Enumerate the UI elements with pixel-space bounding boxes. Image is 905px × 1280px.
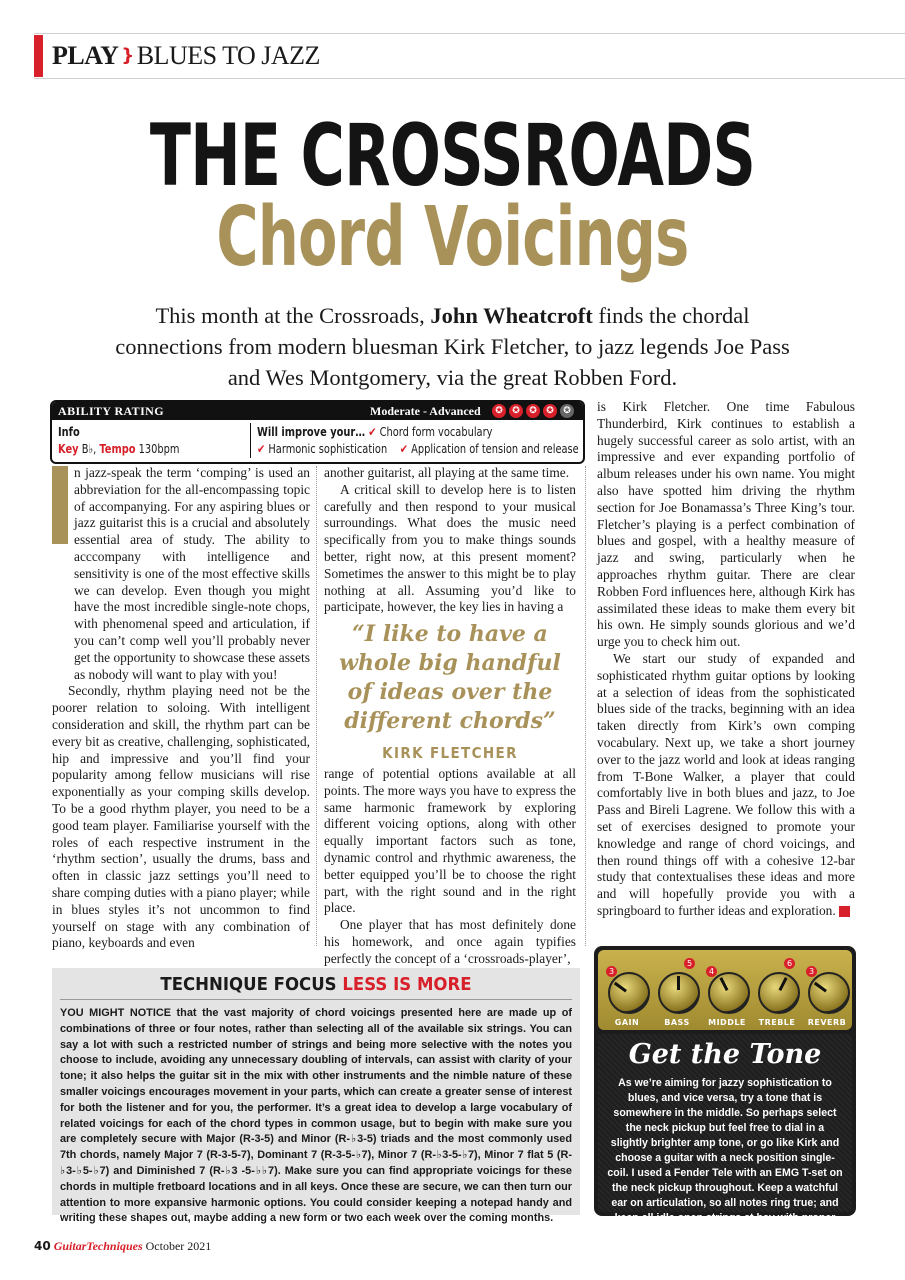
body-column-2 [324,465,576,616]
rating-star-icon: ✪ [492,404,506,418]
section-name: PLAY [52,41,119,70]
ability-level: Moderate - Advanced [370,404,481,418]
body-column-1 [52,465,310,952]
paragraph: is Kirk Fletcher. One time Fabulous Thunderbird, Kirk continues to establish a hugely successful career as solo artist, with an impressive and ever expanding portfolio of album releases under his own name. You might also have spotted him driving the rhythm section for Joe Bonamassa’s Three King’s tour. Fletcher’s playing is a perfect combination of blues and gospel, with a healthy measure of jazz and swing, particularly when he approaches rhythm guitar. There are clear Robben Ford influences here, although Kirk has assimilated these ideas to make them every bit his own. He simply sounds glorious and we’d urge you to check him out. [597,399,855,650]
technique-focus-highlight: LESS IS MORE [342,974,472,995]
knob-setting-badge: 6 [784,958,795,969]
tempo-label: Tempo [99,442,136,456]
section-header [52,40,320,75]
check-icon: ✔ [368,425,377,439]
paragraph: range of potential options available at all points. The more ways you have to express the same harmonic framework by exploring different voicing options, along with other equally important factors such as tone, dynamic control and rhythmic awareness, the better equipped you’ll be to choose the right part, with the right sound and in the right place. [324,766,576,916]
pull-quote-attribution: KIRK FLETCHER [382,744,518,762]
amp-knob-middle[interactable] [708,972,750,1014]
knob-indicator [719,977,728,991]
paragraph: We start our study of expanded and sophisticated rhythm guitar options by looking at a selection of ideas from the sophisticated blues side of the tracks, beginning with an idea taken directly from Kirk’s own comping vocabulary. Next up, we take a short journey over to the jazz world and look at ideas ranging from T-Bone Walker, a player that could comfortably live in both blues and jazz, to Joe Pass and Bireli Lagrene. We follow this with a set of exercises designed to promote your knowledge and range of chord voicings, and then round things off with a cohesive 12-bar study that contextualises these ideas and more and will hopefully provide you with a springboard to further ideas and exploration. T [597,650,860,918]
get-the-tone-text: As we’re aiming for jazzy sophistication to blues, and vice versa, try a tone that is somewhere in the middle. So perhaps select the neck pickup but feel free to dial in a slightly brighter amp tone, or go like Kirk and choose a guitar with a neck position single-coil. I used a Fender Tele with an EMG T-set on the neck pickup throughout. Keep a watchful ear on articulation, so all notes ring true; and keep all idle open strings at bay with proper muting. [607,1077,843,1239]
knob-setting-badge: 4 [706,966,717,977]
tempo-value: 130bpm [138,442,180,456]
standfirst-body: finds the chordal connections from modern bluesman Kirk Fletcher, to jazz legends Joe Pass and Wes Montgomery, via the great Robben Ford. [115,303,790,390]
key-tempo: Key B♭, Tempo 130bpm [58,442,180,456]
header-bottom-rule [34,78,905,79]
body-column-3 [597,399,860,920]
issue-date: October 2021 [145,1239,212,1253]
technique-focus-title [73,972,559,998]
info-label: Info [58,425,80,439]
knob-label: TREBLE [758,1018,796,1027]
key-value: B♭ [81,442,94,456]
body-column-2-continued [324,766,576,968]
improve-row-2 [257,441,579,457]
knob-label: GAIN [614,1018,640,1027]
technique-focus-body: YOU MIGHT NOTICE that the vast majority of chord voicings presented here are made up of combinations of three or four notes, rather than selecting all of the available six strings. You can say a lot with such a restricted number of strings and being more selective with the notes you choose to include, avoiding any unnecessary doubling of intervals, can assist with clarity of your tone; it also helps the guitar sit in the mix with other instruments and the nimble nature of these smaller voicings encourages movement in your parts, which can create a greater sense of interest for both the listener and for you, the performer. It’s a great idea to develop a large vocabulary of related voicings for each of the chord types in common usage, but to begin with make sure you are completely secure with Major (R-3-5) and Minor (R-♭3-5) triads and the most commonly used 7th chords, namely Major 7 (R-3-5-7), Dominant 7 (R-3-5-♭7), Minor 7 (R-♭3-5-♭7), Minor 7 flat 5 (R-♭3-♭5-♭7) and Diminished 7 (R-♭3 -5-♭♭7). Make sure you can find appropriate voicings for these chords in multiple fretboard locations and in all keys. Once these are secure, we can then turn our attention to more expansive harmonic options. You could consider keeping a notepad handy and writing these shapes out, maybe adding a new form or two each week over the coming months. [60,1007,572,1225]
knob-setting-badge: 5 [684,958,695,969]
rating-star-icon: ✪ [543,404,557,418]
improve-item: Chord form vocabulary [379,425,493,439]
ability-rating-box [50,400,585,464]
knob-setting-badge: 3 [806,966,817,977]
improve-item: Application of tension and release [411,442,579,456]
standfirst [100,300,805,393]
paragraph: another guitarist, all playing at the same time. [324,465,570,480]
section-separator: } [121,45,134,66]
knob-indicator [614,982,627,993]
header-top-rule [34,33,905,34]
knob-indicator [779,977,788,991]
ability-divider [250,423,251,458]
paragraph: Secondly, rhythm playing need not be the poorer relation to soloing. With intelligent consideration and skill, the rhythm part can be every bit as creative, challenging, sophisticated, hip and impressive and you’ll find your popularity among fellow musicians will rise exponentially as your comping skills develop. To be a good rhythm player, you need to be a good team player. Familiarise yourself with the roles of each respective instrument in the ‘rhythm section’, usually the drums, bass and often in classic jazz settings you’ll need to share comping duties with a piano player; while in blues styles it’s not uncommon to find yourself on stage with any combination of piano, keyboards and even [52,683,310,951]
rating-star-icon: ✪ [509,404,523,418]
ability-rating-header [52,402,583,420]
technique-focus-rule [60,999,572,1000]
knob-label: REVERB [807,1018,847,1027]
improve-label: Will improve your… [257,425,366,439]
page-footer [34,1238,211,1254]
rating-star-icon: ✪ [526,404,540,418]
headline-line2: Chord Voicings [216,190,689,285]
check-icon: ✔ [399,442,408,456]
paragraph: n jazz-speak the term ‘comping’ is used an abbreviation for the all-encompassing topic of accompanying. For any aspiring blues or jazz guitarist this is a crucial and absolutely essential area of study. The ability to acccompany with intelligence and sensitivity is one of the most effective skills we can develop. Even though you might have the most incredible single-note chops, with phenomenal speed and articulation, if you can’t comp well you’ll probably never get the opportunity to showcase these assets as nobody will want to play with you! [74,465,310,682]
page-number: 40 [34,1239,51,1253]
section-topic: BLUES TO JAZZ [136,41,320,70]
check-icon: ✔ [257,442,266,456]
key-label: Key [58,442,79,456]
technique-focus-box [52,968,580,1225]
improve-row-1 [257,424,492,440]
standfirst-author: John Wheatcroft [430,303,593,328]
magazine-name: GuitarTechniques [53,1239,143,1253]
column-divider [585,466,586,946]
knob-indicator [677,976,680,990]
pull-quote: “I like to have a whole big handful of ideas over the different chords” [339,621,561,734]
paragraph: A critical skill to develop here is to listen carefully and then respond to your musical surroundings. What does the music need specifically from you to make things sounds better, right now, at this present moment? Sometimes the answer to this might be to play nothing at all. Assuming you’d like to participate, however, the key lies in having a [324,481,576,615]
amp-knob-gain[interactable] [608,972,650,1014]
amp-control-panel [598,950,852,1030]
get-the-tone-box [594,946,856,1239]
knob-setting-badge: 3 [606,966,617,977]
ability-rating-title: ABILITY RATING [58,404,164,418]
knob-label: BASS [664,1018,690,1027]
standfirst-intro: This month at the Crossroads, [155,303,431,328]
amp-knob-treble[interactable] [758,972,800,1014]
column-divider [316,466,317,946]
amp-knob-reverb[interactable] [808,972,850,1014]
headline-line1: THE CROSSROADS [149,106,756,206]
amp-knob-bass[interactable] [658,972,700,1014]
knob-indicator [814,982,827,993]
section-color-bar [34,35,43,77]
rating-star-icon: ✪ [560,404,574,418]
technique-focus-label: TECHNIQUE FOCUS [160,974,343,995]
improve-item: Harmonic sophistication [268,442,388,456]
knob-label: MIDDLE [708,1018,746,1027]
get-the-tone-title: Get the Tone [628,1039,822,1070]
end-mark-icon: T [839,906,850,917]
paragraph: One player that has most definitely done his homework, and once again typifies perfectly the concept of a ‘crossroads-player’, [324,917,576,966]
